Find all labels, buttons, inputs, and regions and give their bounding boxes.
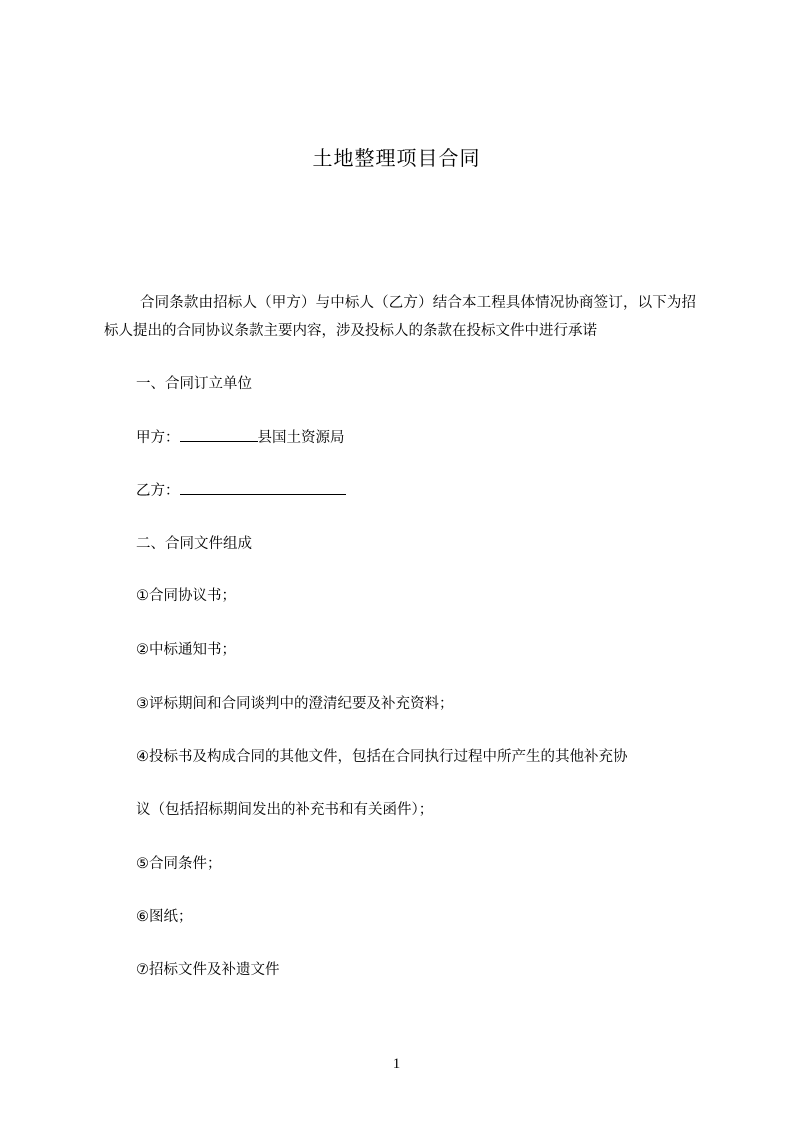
- party-a-line: [136, 426, 345, 447]
- list-item-continuation: 议（包括招标期间发出的补充书和有关函件）；: [136, 802, 434, 818]
- party-a-label: 甲方：: [136, 430, 180, 446]
- section-heading-parties: 一、合同订立单位: [136, 376, 252, 392]
- list-item: ⑤合同条件；: [136, 856, 222, 872]
- section-heading-documents: 二、合同文件组成: [136, 536, 252, 552]
- list-item: ②中标通知书；: [136, 642, 236, 658]
- party-a-name: 县国土资源局: [257, 430, 345, 446]
- party-b-label: 乙方：: [136, 483, 180, 499]
- list-item: ④投标书及构成合同的其他文件，包括在合同执行过程中所产生的其他补充协: [136, 749, 628, 765]
- party-a-blank: [180, 427, 258, 442]
- list-item: ①合同协议书；: [136, 588, 236, 604]
- list-item: ⑥图纸；: [136, 909, 193, 925]
- list-item: ⑦招标文件及补遗文件: [136, 962, 280, 978]
- page-number: 1: [392, 1056, 401, 1072]
- document-title: 土地整理项目合同: [312, 146, 481, 170]
- party-b-blank: [180, 480, 346, 495]
- intro-paragraph: 合同条款由招标人（甲方）与中标人（乙方）结合本工程具体情况协商签订，以下为招标人提出的合同协议条款主要内容，涉及投标人的条款在投标文件中进行承诺: [104, 295, 696, 339]
- party-b-line: [136, 479, 346, 500]
- list-item: ③评标期间和合同谈判中的澄清纪要及补充资料；: [136, 696, 454, 712]
